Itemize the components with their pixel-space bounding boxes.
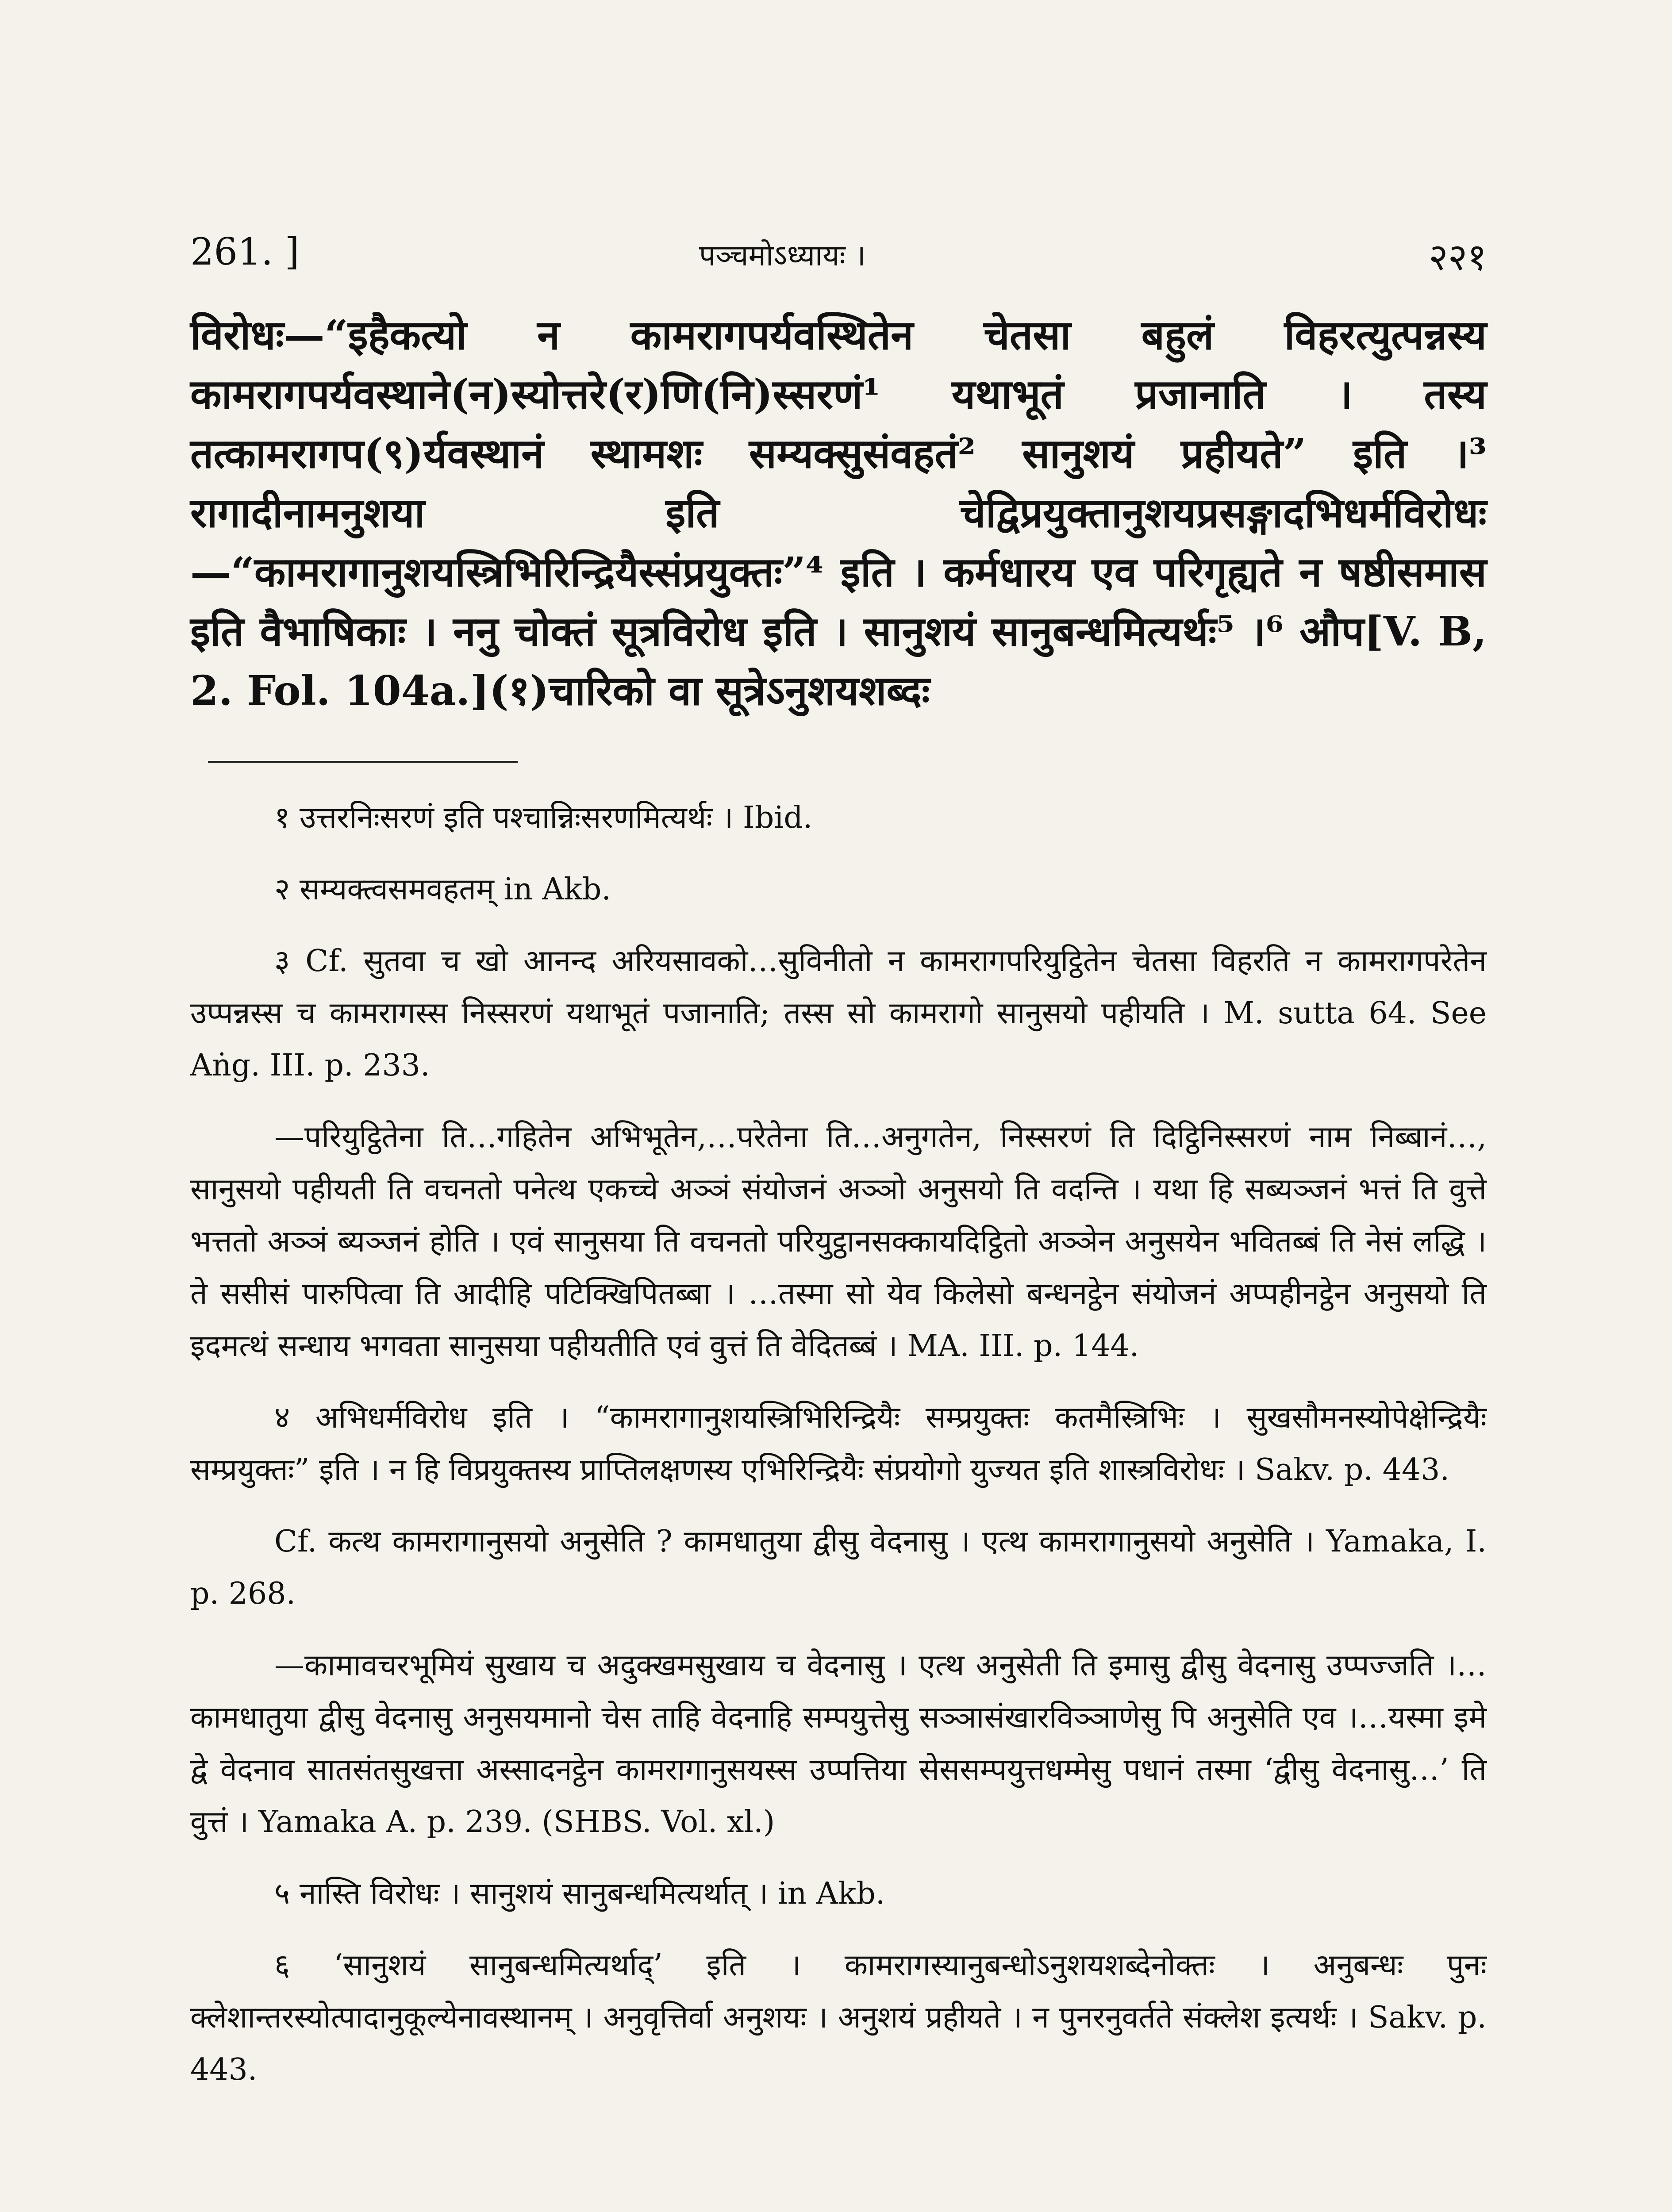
- footnote: ४ अभिधर्मविरोध इति । “कामरागानुशयस्त्रिभिरिन्द्रियैः सम्प्रयुक्तः कतमैस्त्रिभिः । सुखसौमनस्योपेक्षेन्द्रियैः सम्प्रयुक्तः” इति । न हि विप्रयुक्तस्य प्राप्तिलक्षणस्य एभिरिन्द्रियैः संप्रयोगो युज्यत इति शास्त्रविरोधः । Sakv. p. 443.: [190, 1400, 1487, 1487]
- footnote-rule: [208, 761, 518, 763]
- folio-number: २२१: [1428, 235, 1487, 279]
- footnote-continuation: —कामावचरभूमियं सुखाय च अदुक्खमसुखाय च वेदनासु । एत्थ अनुसेती ति इमासु द्वीसु वेदनासु उप्पज्जति ।…कामधातुया द्वीसु वेदनासु अनुसयमानो चेस ताहि वेदनाहि सम्पयुत्तेसु सञ्ञासंखारविञ्ञाणेसु पि अनुसेति एव ।…यस्मा इमे द्वे वेदनाव सातसंतसुखत्ता अस्सादनट्ठेन कामरागानुसयस्स उप्पत्तिया सेससम्पयुत्तधम्मेसु पधानं तस्मा ‘द्वीसु वेदनासु…’ ति वुत्तं । Yamaka A. p. 239. (SHBS. Vol. xl.): [190, 1648, 1487, 1839]
- footnote: ५ नास्ति विरोधः । सानुशयं सानुबन्धमित्यर्थात् । in Akb.: [274, 1876, 885, 1911]
- running-header: [190, 230, 1487, 283]
- chapter-title: पञ्चमोऽध्यायः ।: [699, 238, 866, 273]
- main-text: विरोधः—“इहैकत्यो न कामरागपर्यवस्थितेन चेतसा बहुलं विहरत्युत्पन्नस्य कामरागपर्यवस्थाने(न)स्योत्तरे(र)णि(नि)स्सरणं¹ यथाभूतं प्रजानाति । तस्य तत्कामरागप(९)र्यवस्थानं स्थामशः सम्यक्सुसंवहतं² सानुशयं प्रहीयते” इति ।³ रागादीनामनुशया इति चेद्विप्रयुक्तानुशयप्रसङ्गादभिधर्मविरोधः—“कामरागानुशयस्त्रिभिरिन्द्रियैस्संप्रयुक्तः”⁴ इति । कर्मधारय एव परिगृह्यते न षष्ठीसमास इति वैभाषिकाः । ननु चोक्तं सूत्रविरोध इति । सानुशयं सानुबन्धमित्यर्थः⁵ ।⁶ औप[V. B, 2. Fol. 104a.](१)चारिको वा सूत्रेऽनुशयशब्दः: [190, 311, 1487, 714]
- footnote: २ सम्यक्त्वसमवहतम् in Akb.: [274, 872, 611, 907]
- footnote-continuation: Cf. कत्थ कामरागानुसयो अनुसेति ? कामधातुया द्वीसु वेदनासु । एत्थ कामरागानुसयो अनुसेति । Yamaka, I. p. 268.: [190, 1524, 1487, 1611]
- footnote-continuation: —परियुट्ठितेना ति…गहितेन अभिभूतेन,…परेतेना ति…अनुगतेन, निस्सरणं ति दिट्ठिनिस्सरणं नाम निब्बानं…, सानुसयो पहीयती ति वचनतो पनेत्थ एकच्चे अञ्ञं संयोजनं अञ्ञो अनुसयो ति वदन्ति । यथा हि सब्यञ्जनं भत्तं ति वुत्ते भत्ततो अञ्ञं ब्यञ्जनं होति । एवं सानुसया ति वचनतो परियुट्ठानसक्कायदिट्ठितो अञ्ञेन अनुसयेन भवितब्बं ति नेसं लद्धि । ते ससीसं पारुपित्वा ति आदीहि पटिक्खिपितब्बा । …तस्मा सो येव किलेसो बन्धनट्ठेन संयोजनं अप्पहीनट्ठेन अनुसयो ति इदमत्थं सन्धाय भगवता सानुसया पहीयतीति एवं वुत्तं ति वेदितब्बं । MA. III. p. 144.: [190, 1120, 1487, 1363]
- footnote: ३ Cf. सुतवा च खो आनन्द अरियसावको…सुविनीतो न कामरागपरियुट्ठितेन चेतसा विहरति न कामरागपरेतेन उप्पन्नस्स च कामरागस्स निस्सरणं यथाभूतं पजानाति; तस्स सो कामरागो सानुसयो पहीयति । M. sutta 64. See Aṅg. III. p. 233.: [190, 944, 1487, 1083]
- page-number: 261. ]: [190, 230, 300, 273]
- footnotes: [190, 792, 1487, 2116]
- footnote: १ उत्तरनिःसरणं इति पश्चान्निःसरणमित्यर्थः । Ibid.: [274, 800, 813, 835]
- footnote: ६ ‘सानुशयं सानुबन्धमित्यर्थाद्’ इति । कामरागस्यानुबन्धोऽनुशयशब्देनोक्तः । अनुबन्धः पुनः क्लेशान्तरस्योत्पादानुकूल्येनावस्थानम् । अनुवृत्तिर्वा अनुशयः । अनुशयं प्रहीयते । न पुनरनुवर्तते संक्लेश इत्यर्थः । Sakv. p. 443.: [190, 1948, 1487, 2087]
